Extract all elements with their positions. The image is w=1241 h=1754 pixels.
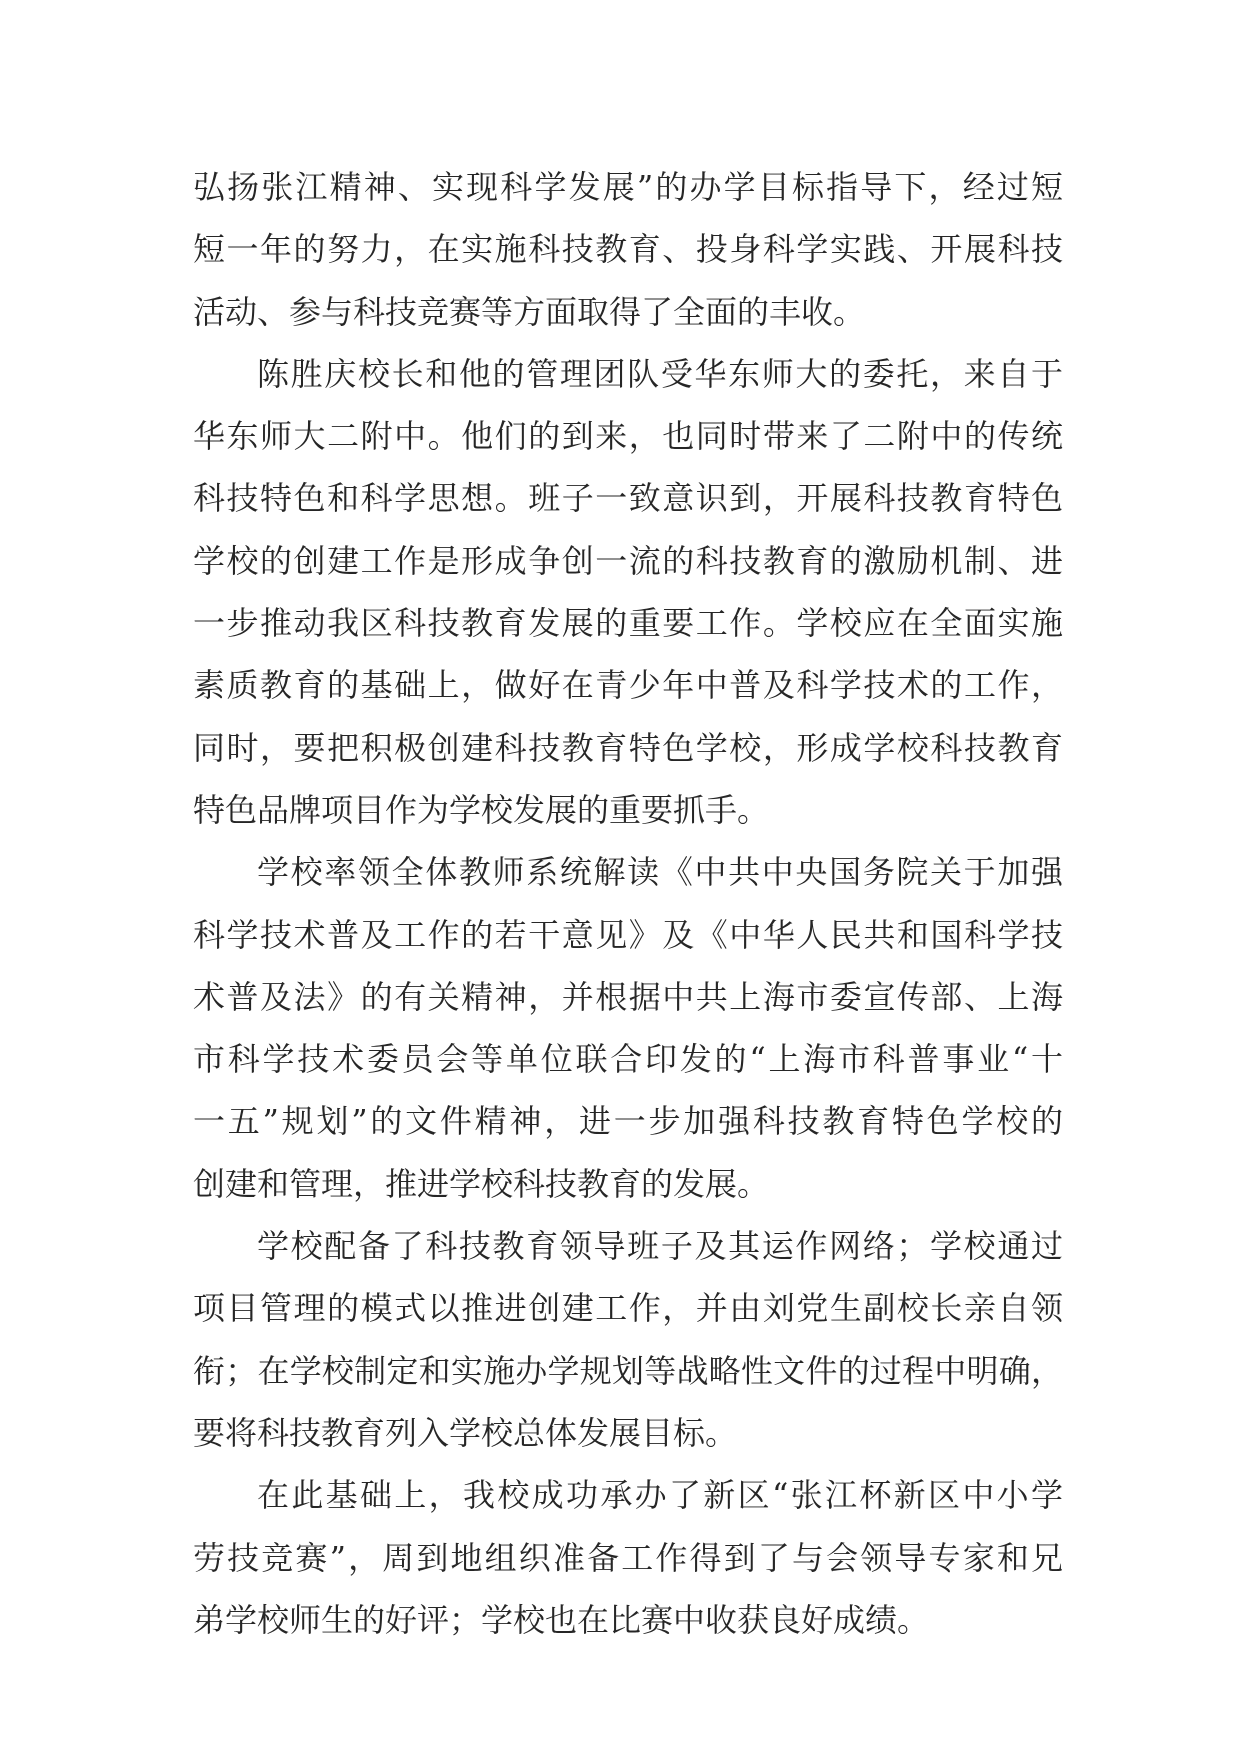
paragraph-line: 科学技术普及工作的若干意见》及《中华人民共和国科学技 — [193, 915, 1063, 954]
document-body — [193, 156, 1063, 1651]
paragraph-line: 创建和管理，推进学校科技教育的发展。 — [193, 1164, 770, 1203]
paragraph-3 — [193, 841, 1063, 1215]
paragraph-line: 衔；在学校制定和实施办学规划等战略性文件的过程中明确， — [193, 1351, 1063, 1390]
paragraph-line: 特色品牌项目作为学校发展的重要抓手。 — [193, 790, 770, 829]
paragraph-line: 市科学技术委员会等单位联合印发的“上海市科普事业“十 — [193, 1040, 1063, 1079]
paragraph-line: 弟学校师生的好评；学校也在比赛中收获良好成绩。 — [193, 1600, 930, 1639]
paragraph-line: 同时，要把积极创建科技教育特色学校，形成学校科技教育 — [193, 728, 1063, 767]
paragraph-line: 劳技竞赛”，周到地组织准备工作得到了与会领导专家和兄 — [193, 1538, 1063, 1577]
paragraph-line: 一步推动我区科技教育发展的重要工作。学校应在全面实施 — [193, 604, 1063, 643]
paragraph-2 — [193, 343, 1063, 841]
paragraph-line: 学校配备了科技教育领导班子及其运作网络；学校通过 — [257, 1227, 1063, 1266]
paragraph-line: 活动、参与科技竞赛等方面取得了全面的丰收。 — [193, 292, 866, 331]
paragraph-line: 素质教育的基础上，做好在青少年中普及科学技术的工作， — [193, 666, 1063, 705]
paragraph-1 — [193, 156, 1063, 343]
paragraph-line: 一五”规划”的文件精神，进一步加强科技教育特色学校的 — [193, 1102, 1063, 1141]
paragraph-line: 学校率领全体教师系统解读《中共中央国务院关于加强 — [257, 853, 1063, 892]
paragraph-line: 短一年的努力，在实施科技教育、投身科学实践、开展科技 — [193, 230, 1063, 269]
paragraph-line: 术普及法》的有关精神，并根据中共上海市委宣传部、上海 — [193, 977, 1063, 1016]
paragraph-4 — [193, 1215, 1063, 1464]
paragraph-5 — [193, 1464, 1063, 1651]
paragraph-line: 项目管理的模式以推进创建工作，并由刘党生副校长亲自领 — [193, 1289, 1063, 1328]
paragraph-line: 在此基础上，我校成功承办了新区“张江杯新区中小学 — [257, 1476, 1063, 1515]
paragraph-line: 要将科技教育列入学校总体发展目标。 — [193, 1413, 738, 1452]
paragraph-line: 科技特色和科学思想。班子一致意识到，开展科技教育特色 — [193, 479, 1063, 518]
paragraph-line: 陈胜庆校长和他的管理团队受华东师大的委托，来自于 — [257, 354, 1063, 393]
paragraph-line: 学校的创建工作是形成争创一流的科技教育的激励机制、进 — [193, 541, 1063, 580]
paragraph-line: 华东师大二附中。他们的到来，也同时带来了二附中的传统 — [193, 417, 1063, 456]
paragraph-line: 弘扬张江精神、实现科学发展”的办学目标指导下，经过短 — [193, 168, 1063, 206]
